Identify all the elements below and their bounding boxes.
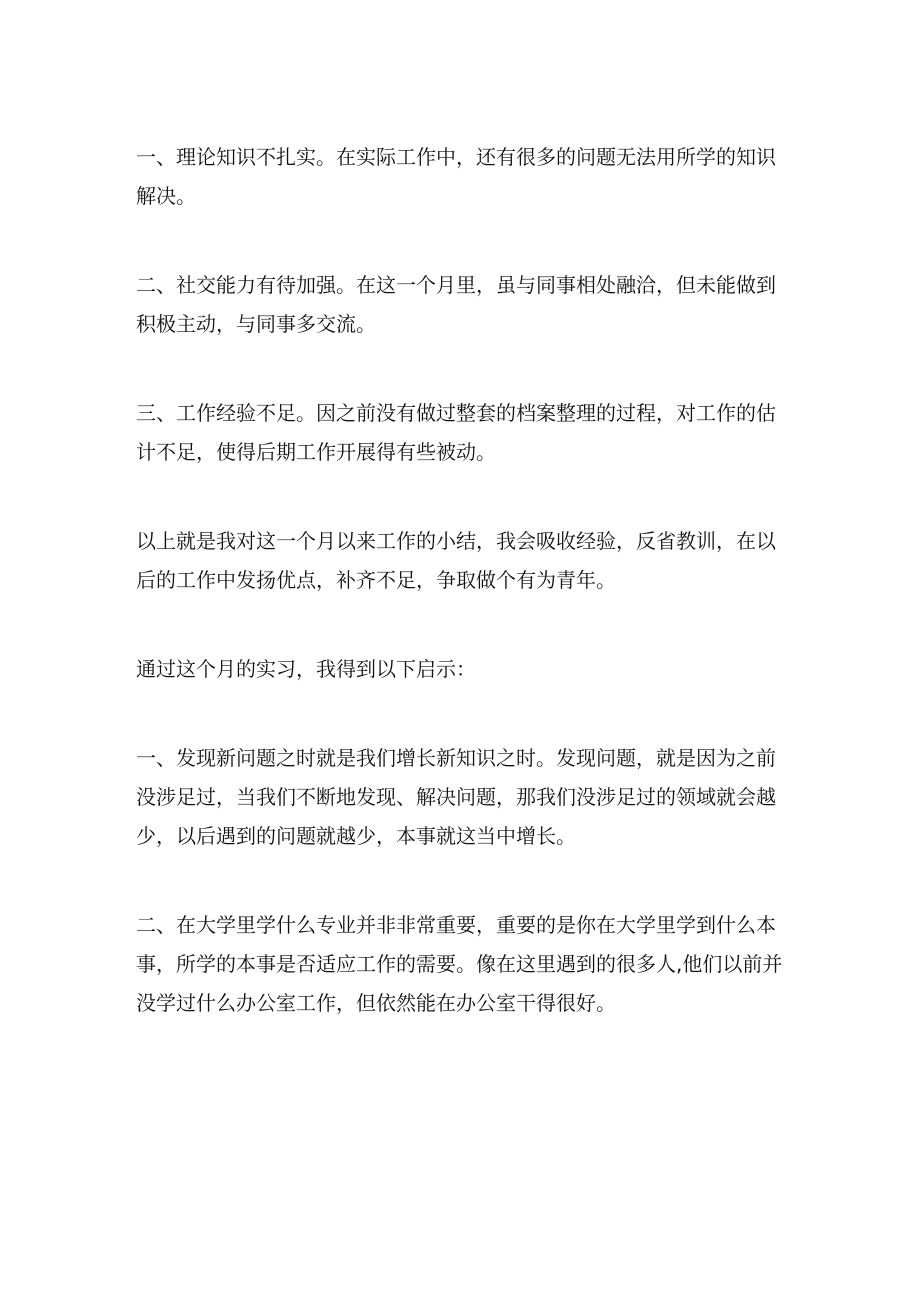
text-line: 后的工作中发扬优点，补齐不足，争取做个有为青年。: [136, 568, 616, 592]
text-line: 三、工作经验不足。因之前没有做过整套的档案整理的过程，对工作的估: [136, 401, 776, 425]
text-line: 通过这个月的实习，我得到以下启示：: [136, 657, 476, 681]
text-line: 事，所学的本事是否适应工作的需要。像在这里遇到的很多人,他们以前并: [136, 952, 783, 976]
text-line: 二、在大学里学什么专业并非非常重要，重要的是你在大学里学到什么本: [136, 913, 776, 937]
text-line: 少，以后遇到的问题就越少，本事就这当中增长。: [136, 824, 576, 848]
text-line: 一、发现新问题之时就是我们增长新知识之时。发现问题，就是因为之前: [136, 746, 776, 770]
text-line: 以上就是我对这一个月以来工作的小结，我会吸收经验，反省教训，在以: [136, 529, 776, 553]
text-line: 二、社交能力有待加强。在这一个月里，虽与同事相处融洽，但未能做到: [136, 273, 776, 297]
paragraph-weakness-theory: [136, 138, 786, 216]
text-line: 积极主动，与同事多交流。: [136, 312, 376, 336]
document-body: [136, 138, 786, 1073]
paragraph-insights-intro: [136, 650, 786, 689]
paragraph-insight-major: [136, 906, 786, 1023]
text-line: 解决。: [136, 184, 196, 208]
text-line: 没学过什么办公室工作，但依然能在办公室干得很好。: [136, 991, 616, 1015]
text-line: 没涉足过，当我们不断地发现、解决问题，那我们没涉足过的领域就会越: [136, 785, 776, 809]
paragraph-weakness-experience: [136, 394, 786, 472]
text-line: 一、理论知识不扎实。在实际工作中，还有很多的问题无法用所学的知识: [136, 145, 776, 169]
paragraph-weakness-social: [136, 266, 786, 344]
paragraph-summary: [136, 522, 786, 600]
paragraph-insight-new-problems: [136, 739, 786, 856]
text-line: 计不足，使得后期工作开展得有些被动。: [136, 440, 496, 464]
